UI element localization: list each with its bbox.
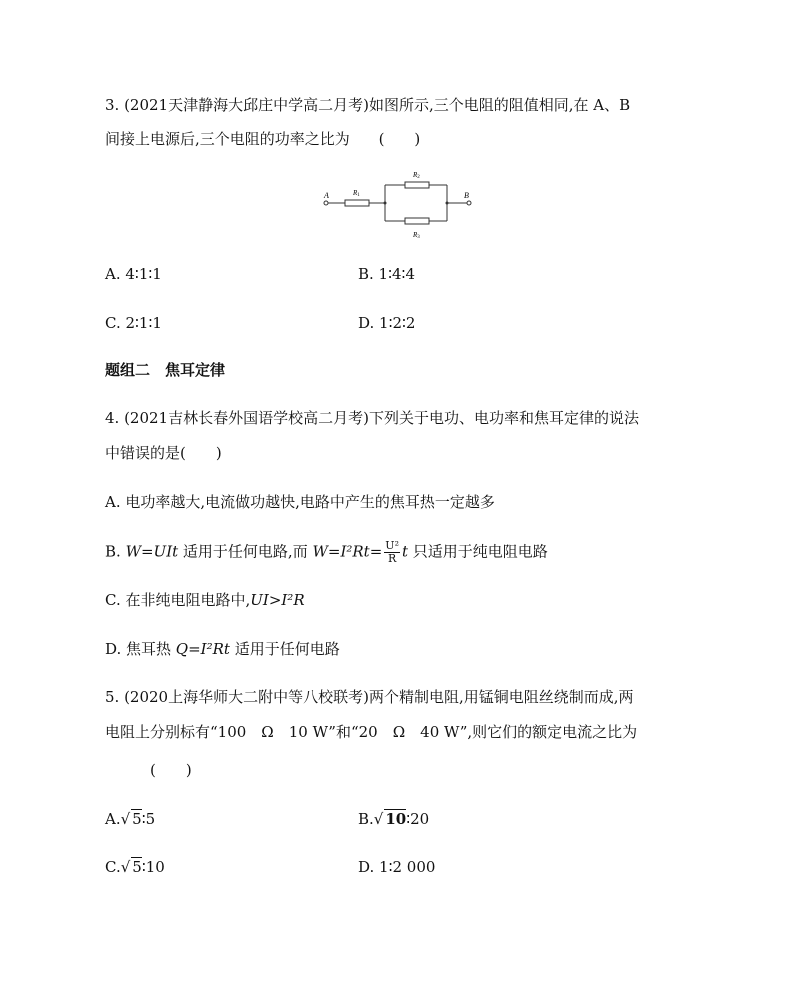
q4-option-b-mid: 适用于任何电路,而 bbox=[178, 542, 313, 561]
label-r3: R3 bbox=[413, 231, 420, 240]
q3-option-d: D. 1∶2∶2 bbox=[358, 314, 416, 332]
q3-stem-line1: 3. (2021天津静海大邱庄中学高二月考)如图所示,三个电阻的阻值相同,在 A、B bbox=[105, 96, 631, 114]
q4-option-b-fraction bbox=[384, 540, 400, 565]
q5-option-a-suffix: ∶5 bbox=[141, 810, 156, 828]
q4-option-c-prefix: C. 在非纯电阻电路中, bbox=[105, 591, 251, 609]
q5-option-c: C.√ 5∶10 bbox=[105, 858, 165, 876]
section-title: 题组二 焦耳定律 bbox=[105, 361, 226, 379]
q4-stem-line1: 4. (2021吉林长春外国语学校高二月考)下列关于电功、电功率和焦耳定律的说法 bbox=[105, 409, 639, 427]
q5-option-b: B.√ 10∶20 bbox=[358, 810, 430, 828]
q4-option-b-formula1: W=UIt bbox=[125, 542, 179, 561]
q5-option-b-root: 10 bbox=[385, 810, 407, 828]
fraction-denominator: R bbox=[387, 552, 397, 565]
q3-option-c: C. 2∶1∶1 bbox=[105, 314, 162, 332]
q4-option-b-t: t bbox=[401, 542, 409, 561]
label-a: A bbox=[324, 191, 329, 200]
q4-option-a: A. 电功率越大,电流做功越快,电路中产生的焦耳热一定越多 bbox=[105, 493, 495, 511]
q4-option-b bbox=[105, 540, 548, 565]
q4-stem-line2: 中错误的是( ) bbox=[105, 444, 222, 462]
q5-option-a-root: 5 bbox=[132, 810, 142, 828]
q5-option-d: D. 1∶2 000 bbox=[358, 858, 436, 876]
q5-option-b-suffix: ∶20 bbox=[406, 810, 430, 828]
q4-option-c bbox=[105, 589, 305, 611]
q4-option-d-formula: Q=I²Rt bbox=[175, 640, 230, 658]
q5-answer-paren: ( ) bbox=[150, 761, 192, 779]
fraction-numerator: U² bbox=[385, 539, 399, 552]
resistor-r2 bbox=[405, 182, 429, 188]
label-r1: R1 bbox=[353, 189, 360, 198]
q5-option-b-prefix: B. bbox=[358, 810, 374, 828]
q5-option-c-suffix: ∶10 bbox=[141, 858, 165, 876]
q5-option-c-prefix: C. bbox=[105, 858, 121, 876]
q4-option-d bbox=[105, 638, 340, 660]
q3-option-a: A. 4∶1∶1 bbox=[105, 265, 162, 283]
terminal-a bbox=[324, 201, 328, 205]
q3-stem-text: 间接上电源后,三个电阻的功率之比为 bbox=[105, 130, 350, 148]
q4-option-c-formula: UI>I²R bbox=[250, 591, 305, 609]
q5-option-a-prefix: A. bbox=[105, 810, 121, 828]
q4-option-b-prefix: B. bbox=[105, 542, 126, 561]
q5-option-a: A.√ 5∶5 bbox=[105, 810, 156, 828]
q5-stem-line2: 电阻上分别标有“100 Ω 10 W”和“20 Ω 40 W”,则它们的额定电流之比为 bbox=[105, 723, 638, 741]
q3-stem-line2 bbox=[105, 128, 420, 150]
label-b: B bbox=[464, 191, 469, 200]
q3-answer-paren: ( ) bbox=[378, 130, 421, 148]
q4-option-d-prefix: D. 焦耳热 bbox=[105, 640, 176, 658]
q4-option-b-formula2: W=I²Rt= bbox=[312, 542, 383, 561]
q3-option-b: B. 1∶4∶4 bbox=[358, 265, 415, 283]
q4-option-b-suffix: 只适用于纯电阻电路 bbox=[408, 542, 548, 561]
resistor-r1 bbox=[345, 200, 369, 206]
q4-option-d-suffix: 适用于任何电路 bbox=[229, 640, 340, 658]
terminal-b bbox=[467, 201, 471, 205]
q5-stem-line1: 5. (2020上海华师大二附中等八校联考)两个精制电阻,用锰铜电阻丝绕制而成,两 bbox=[105, 688, 634, 706]
q5-option-c-root: 5 bbox=[132, 858, 142, 876]
label-r2: R2 bbox=[413, 171, 420, 180]
resistor-r3 bbox=[405, 218, 429, 224]
circuit-diagram bbox=[315, 165, 485, 250]
